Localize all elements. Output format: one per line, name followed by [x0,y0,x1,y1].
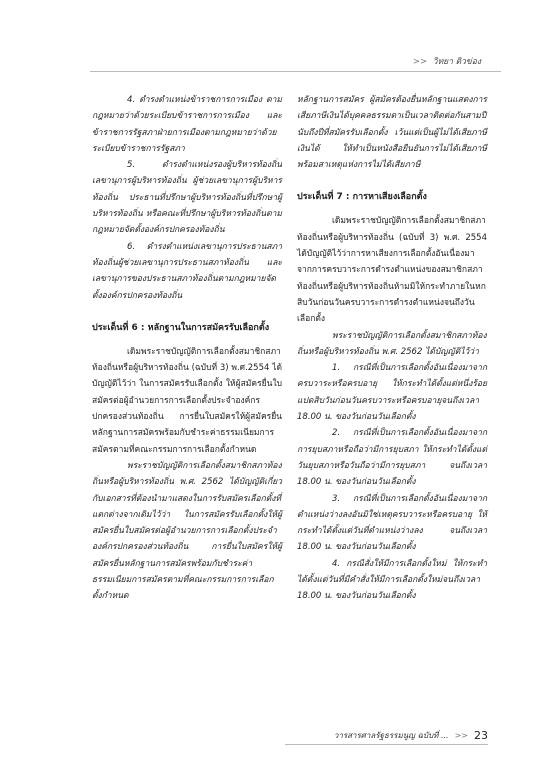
header-divider [90,71,501,72]
paragraph-old-law-7: เดิมพระราชบัญญัติการเลือกตั้งสมาชิกสภาท้องถิ่นหรือผู้บริหารท้องถิ่น (ฉบับที่ 3) พ.ศ. 2554 ได้บัญญัติไว้ว่าการหาเสียงการเลือกตั้งอันเนื่องมาจากการครบวาระการดำรงตำแหน่งของสมาชิกสภาท้องถิ่นหรือผู้บริหารท้องถิ่นห้ามมิให้กระทำภายในหกสิบวันก่อนวันครบวาระการดำรงตำแหน่งจนถึงวันเลือกตั้ง [297,216,487,325]
page-number: 23 [474,729,488,742]
paragraph-old-law-6: เดิมพระราชบัญญัติการเลือกตั้งสมาชิกสภาท้องถิ่นหรือผู้บริหารท้องถิ่น (ฉบับที่ 3) พ.ศ.2554 ได้บัญญัติไว้ว่า ในการสมัครรับเลือกตั้ง ให้ผู้สมัครยื่นใบสมัครต่อผู้อำนวยการการเลือกตั้งประจำองค์กรปกครองส่วนท้องถิ่น การยื่นใบสมัครให้ผู้สมัครยื่นหลักฐานการสมัครพร้อมกับชำระค่าธรรมเนียมการสมัครตามที่คณะกรรมการการเลือกตั้งกำหนด [92,346,282,455]
footer-arrows: >> [454,731,468,740]
paragraph-new-law-6: พระราชบัญญัติการเลือกตั้งสมาชิกสภาท้องถิ่นหรือผู้บริหารท้องถิ่น พ.ศ. 2562 ได้บัญญัติเกี่ยวกับเอกสารที่ต้องนำมาแสดงในการรับสมัครเลือกตั้งที่แตกต่างจากเดิมไว้ว่า ในการสมัครรับเลือกตั้งให้ผู้สมัครยื่นใบสมัครต่อผู้อำนวยการการเลือกตั้งประจำองค์กรปกครองส่วนท้องถิ่น การยื่นใบสมัครให้ผู้สมัครยื่นหลักฐานการสมัครพร้อมกับชำระค่าธรรมเนียมการสมัครตามที่คณะกรรมการการเลือกตั้งกำหนด [92,460,282,602]
footer-divider [285,744,488,745]
paragraph-item-4: 4. ตำรงตำแหน่งข้าราชการการเมือง ตามกฎหมายว่าด้วยระเบียบข้าราชการการเมือง และข้าราชการรัฐสภาฝ่ายการเมืองตามกฎหมายว่าด้วยระเบียบข้าราชการรัฐสภา [92,95,282,154]
header-author: วิทยา ติวข่อง [432,57,481,67]
paragraph-item-5: 5. ดำรงตำแหน่งรองผู้บริหารท้องถิ่น เลขานุการผู้บริหารท้องถิ่น ผู้ช่วยเลขานุการผู้บริหารท้องถิ่น ประธานที่ปรึกษาผู้บริหารท้องถิ่นที่ปรึกษาผู้บริหารท้องถิ่น หรือคณะที่ปรึกษาผู้บริหารท้องถิ่นตามกฎหมายจัดตั้งองค์กรปกครองท้องถิ่น [92,160,282,236]
header-arrows: >> [412,57,428,67]
list-item-3: 3. กรณีที่เป็นการเลือกตั้งอันเนื่องมาจากตำแหน่งว่างลงอันมิใช่เหตุครบวาระหรือครบอายุ ให้กระทำได้ตั้งแต่วันที่ตำแหน่งว่างลง จนถึงเวลา 18.00 น. ของวันก่อนวันเลือกตั้ง [297,493,487,553]
footer-journal-title: วารสารศาลรัฐธรรมนูญ ฉบับที่ ... [333,731,449,740]
list-item-1: 1. กรณีที่เป็นการเลือกตั้งอันเนื่องมาจากครบวาระหรือครบอายุ ให้กระทำได้ตั้งแต่หนึ่งร้อยแปดสิบวันก่อนวันครบวาระหรือครบอายุจนถึงเวลา 18.00 น. ของวันก่อนวันเลือกตั้ง [297,363,487,423]
paragraph-item-6: 6. ดำรงตำแหน่งเลขานุการประธานสภาท้องถิ่นผู้ช่วยเลขานุการประธานสภาท้องถิ่น และเลขานุการของประธานสภาท้องถิ่นตามกฎหมายจัดตั้งองค์กรปกครองท้องถิ่น [92,241,282,301]
section-heading-7: ประเด็นที่ 7 : การหาเสียงเลือกตั้ง [297,192,427,203]
right-column [297,92,487,605]
paragraph-new-law-7: พระราชบัญญัติการเลือกตั้งสมาชิกสภาท้องถิ่นหรือผู้บริหารท้องถิ่น พ.ศ. 2562 ได้บัญญัติไว้ว่า [297,330,487,357]
running-footer [334,729,488,742]
paragraph-continued: หลักฐานการสมัคร ผู้สมัครต้องยื่นหลักฐานแสดงการเสียภาษีเงินได้บุคคลธรรมดาเป็นเวลาติดต่อกันสามปีนับถึงปีที่สมัครรับเลือกตั้ง เว้นแต่เป็นผู้ไม่ได้เสียภาษีเงินได้ ให้ทำเป็นหนังสือยืนยันการไม่ได้เสียภาษีพร้อมสาเหตุแห่งการไม่ได้เสียภาษี [297,95,487,171]
list-item-2: 2. กรณีที่เป็นการเลือกตั้งอันเนื่องมาจากการยุบสภาหรือถือว่ามีการยุบสภา ให้กระทำได้ตั้งแต่วันยุบสภาหรือวันถือว่ามีการยุบสภา จนถึงเวลา 18.00 น. ของวันก่อนวันเลือกตั้ง [297,428,487,488]
left-column [92,92,282,605]
section-heading-6: ประเด็นที่ 6 : หลักฐานในการสมัครรับเลือกตั้ง [92,322,270,333]
list-item-4: 4. กรณีสั่งให้มีการเลือกตั้งใหม่ ให้กระทำได้ตั้งแต่วันที่มีคำสั่งให้มีการเลือกตั้งใหม่จนถึงเวลา 18.00 น. ของวันก่อนวันเลือกตั้ง [297,558,487,602]
running-header [413,54,481,68]
